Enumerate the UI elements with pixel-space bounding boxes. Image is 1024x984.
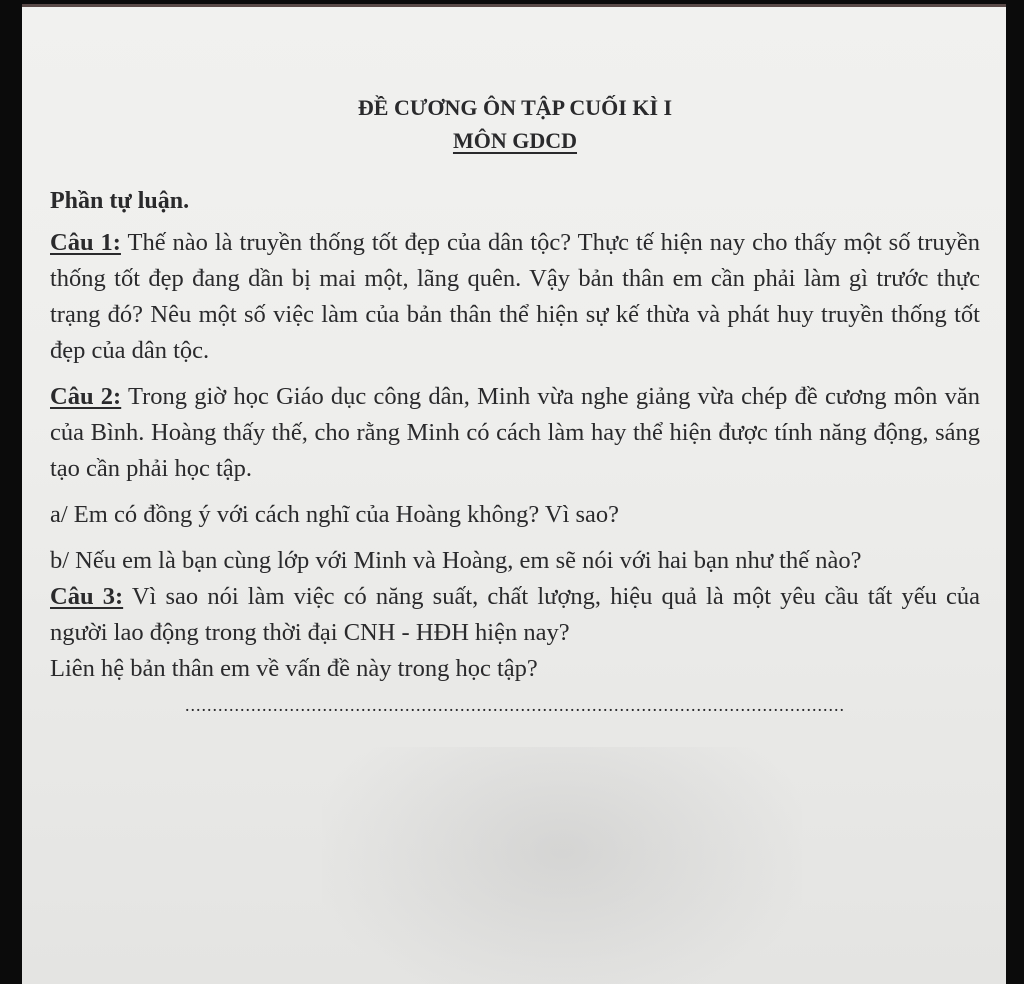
hand-shadow — [322, 747, 802, 984]
subject-label: MÔN GDCD — [452, 128, 578, 153]
question-2-part-a: a/ Em có đồng ý với cách nghĩ của Hoàng không? Vì sao? — [50, 501, 620, 528]
question-3-label: Câu 3: — [50, 583, 124, 610]
paper-sheet — [22, 4, 1006, 984]
question-1 — [50, 225, 980, 369]
separator-dots: ........................................................................................................................ — [185, 695, 845, 715]
question-3 — [50, 579, 980, 651]
document-title: ĐỀ CƯƠNG ÔN TẬP CUỐI KÌ I — [357, 95, 673, 120]
question-1-text: Thế nào là truyền thống tốt đẹp của dân tộc? Thực tế hiện nay cho thấy một số truyền thống tốt đẹp đang dần bị mai một, lãng quên. Vậy bản thân em cần phải làm gì trước thực trạng đó? Nêu một số việc làm của bản thân thể hiện sự kế thừa và phát huy truyền thống tốt đẹp của dân tộc. — [50, 229, 980, 364]
question-3-extra: Liên hệ bản thân em về vấn đề này trong học tập? — [50, 655, 538, 682]
question-2 — [50, 379, 980, 487]
question-2-text: Trong giờ học Giáo dục công dân, Minh vừa nghe giảng vừa chép đề cương môn văn của Bình. Hoàng thấy thế, cho rằng Minh có cách làm hay thể hiện được tính năng động, sáng tạo cần phải học tập. — [50, 383, 981, 482]
question-3-text: Vì sao nói làm việc có năng suất, chất lượng, hiệu quả là một yêu cầu tất yếu của người lao động trong thời đại CNH - HĐH hiện nay? — [50, 583, 980, 646]
section-heading: Phần tự luận. — [50, 188, 190, 214]
document-body — [50, 91, 980, 735]
document-subtitle — [50, 125, 980, 157]
question-2-part-b: b/ Nếu em là bạn cùng lớp với Minh và Hoàng, em sẽ nói với hai bạn như thế nào? — [50, 547, 862, 574]
question-2-label: Câu 2: — [50, 383, 122, 410]
question-1-label: Câu 1: — [50, 229, 121, 256]
